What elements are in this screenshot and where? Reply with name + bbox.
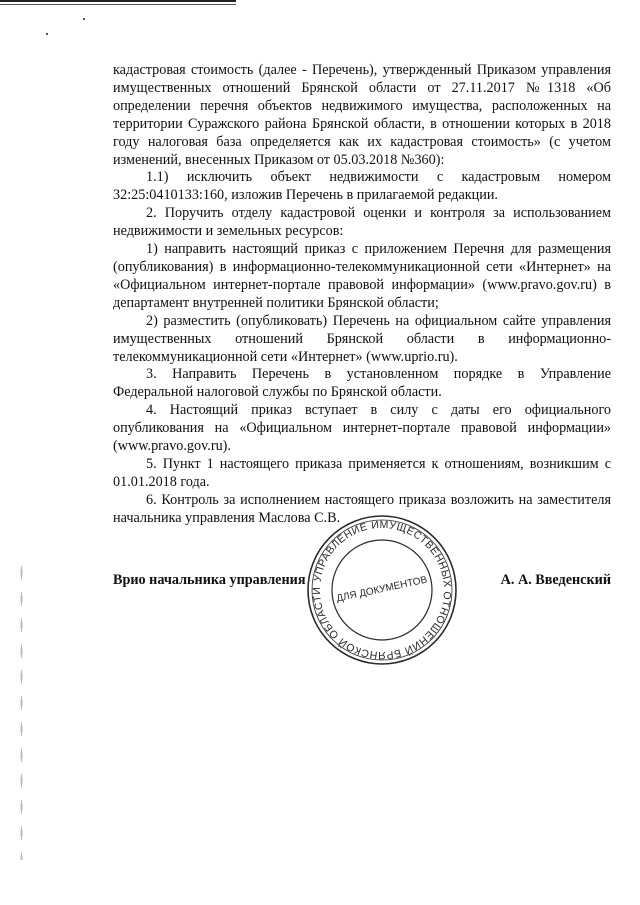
- paragraph-intro: кадастровая стоимость (далее - Перечень), утвержденный Приказом управления имущественных отношений Брянской области от 27.11.2017 №1318 «Об определении перечня объектов недвижимого имущества, расположенных на территории Суражского района Брянской области, в отношении которых в 2018 году налоговая база определяется как их кадастровая стоимость» (с учетом изменений, внесенных Приказом от 05.03.2018 №360):: [113, 62, 611, 168]
- item-2-1: 1) направить настоящий приказ с приложением Перечня для размещения (опубликования) в информационно-телекоммуникационной сети «Интернет» на «Официальном интернет-портале правовой информации» (www.pravo.gov.ru) в департамент внутренней политики Брянской области;: [113, 241, 611, 311]
- signatory-name: А. А. Введенский: [500, 572, 611, 588]
- top-rule: [0, 0, 236, 2]
- item-1-1: 1.1) исключить объект недвижимости с кадастровым номером 32:25:0410133:160, изложив Перечень в прилагаемой редакции.: [113, 169, 611, 204]
- item-3: 3. Направить Перечень в установленном порядке в Управление Федеральной налоговой службы по Брянской области.: [113, 366, 611, 401]
- official-stamp: [304, 512, 460, 668]
- stamp-center-text: ДЛЯ ДОКУМЕНТОВ: [335, 574, 429, 605]
- scan-speck: [46, 33, 48, 35]
- item-2-2: 2) разместить (опубликовать) Перечень на официальном сайте управления имущественных отношений Брянской области в информационно-телекоммуникационной сети «Интернет» (www.uprio.ru).: [113, 312, 611, 365]
- item-2: 2. Поручить отделу кадастровой оценки и контроля за использованием недвижимости и земельных ресурсов:: [113, 205, 611, 240]
- scan-speck: [83, 18, 85, 20]
- stamp-outer-text: УПРАВЛЕНИЕ ИМУЩЕСТВЕННЫХ ОТНОШЕНИЙ БРЯНСКОЙ ОБЛАСТИ: [310, 518, 454, 662]
- scan-margin-marks: [20, 560, 23, 860]
- document-body: [113, 62, 611, 528]
- top-rule-thin: [0, 4, 236, 5]
- item-6: 6. Контроль за исполнением настоящего приказа возложить на заместителя начальника управления Маслова С.В.: [113, 491, 611, 526]
- signatory-title: Врио начальника управления: [113, 572, 306, 588]
- item-4: 4. Настоящий приказ вступает в силу с даты его официального опубликования на «Официальном интернет-портале правовой информации» (www.pravo.gov.ru).: [113, 402, 611, 455]
- item-5: 5. Пункт 1 настоящего приказа применяется к отношениям, возникшим с 01.01.2018 года.: [113, 455, 611, 490]
